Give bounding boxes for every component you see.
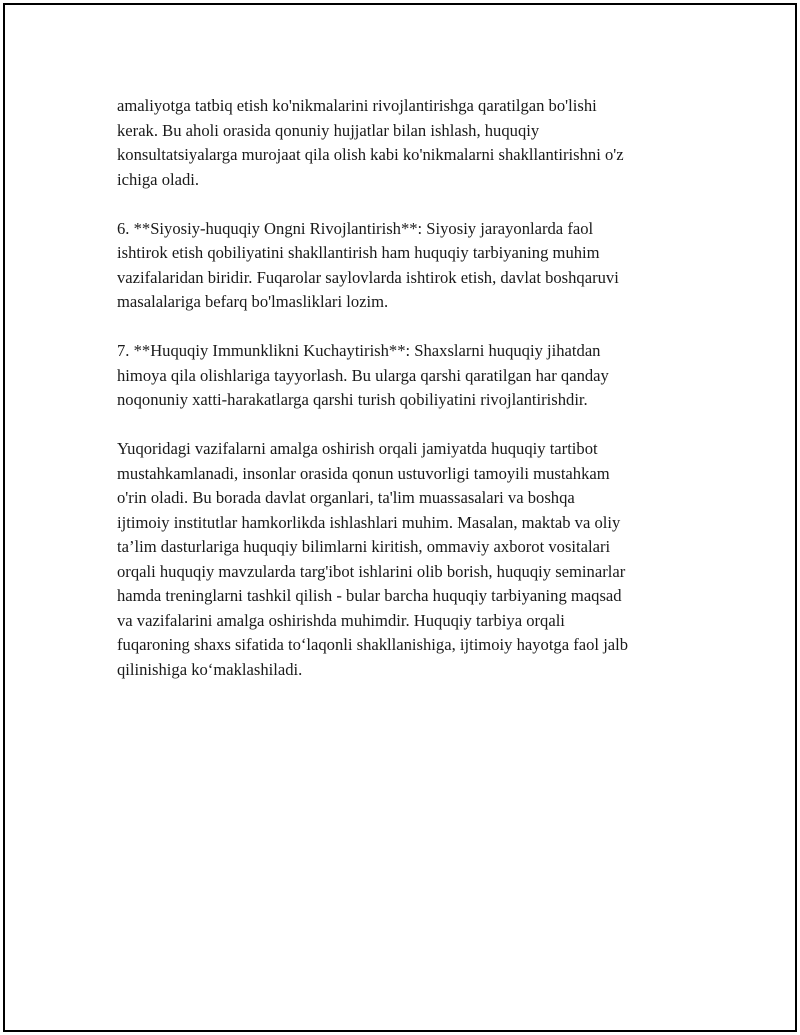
text-line: ichiga oladi.: [117, 169, 200, 189]
document-body: [117, 94, 687, 707]
text-line: va vazifalarini amalga oshirishda muhimdir. Huquqiy tarbiya orqali: [117, 610, 565, 630]
text-line: masalalariga befarq bo'lmasliklari lozim.: [117, 292, 389, 311]
text-line: kerak. Bu aholi orasida qonuniy hujjatlar bilan ishlash, huquqiy: [117, 120, 540, 140]
text-line: konsultatsiyalarga murojaat qila olish kabi ko'nikmalarni shakllantirishni o'z: [117, 145, 624, 164]
text-line: ishtirok etish qobiliyatini shakllantirish ham huquqiy tarbiyaning muhim: [117, 243, 600, 262]
text-line: himoya qila olishlariga tayyorlash. Bu ularga qarshi qaratilgan har qanday: [117, 365, 609, 385]
text-line: Yuqoridagi vazifalarni amalga oshirish orqali jamiyatda huquqiy tartibot: [117, 439, 598, 458]
text-line: vazifalaridan biridir. Fuqarolar saylovlarda ishtirok etish, davlat boshqaruvi: [117, 267, 619, 287]
text-line: o'rin oladi. Bu borada davlat organlari, ta'lim muassasalari va boshqa: [117, 488, 575, 507]
text-line: orqali huquqiy mavzularda targ'ibot ishlarini olib borish, huquqiy seminarlar: [117, 561, 626, 581]
text-line: fuqaroning shaxs sifatida to‘laqonli shakllanishiga, ijtimoiy hayotga faol jalb: [117, 635, 629, 654]
text-line: noqonuniy xatti-harakatlarga qarshi turish qobiliyatini rivojlantirishdir.: [117, 390, 588, 409]
text-line: ta’lim dasturlariga huquqiy bilimlarni kiritish, ommaviy axborot vositalari: [117, 537, 611, 556]
text-line: mustahkamlanadi, insonlar orasida qonun ustuvorligi tamoyili mustahkam: [117, 463, 610, 483]
paragraph-item-6: [117, 217, 687, 315]
paragraph-conclusion: [117, 437, 687, 682]
text-line: qilinishiga ko‘maklashiladi.: [117, 659, 303, 679]
text-line: hamda treninglarni tashkil qilish - bular barcha huquqiy tarbiyaning maqsad: [117, 586, 622, 605]
paragraph-skills: [117, 94, 687, 192]
text-line: 6. **Siyosiy-huquqiy Ongni Rivojlantirish**: Siyosiy jarayonlarda faol: [117, 218, 594, 238]
text-line: amaliyotga tatbiq etish ko'nikmalarini rivojlantirishga qaratilgan bo'lishi: [117, 96, 597, 115]
paragraph-item-7: [117, 339, 687, 413]
text-line: 7. **Huquqiy Immunklikni Kuchaytirish**: Shaxslarni huquqiy jihatdan: [117, 341, 601, 360]
text-line: ijtimoiy institutlar hamkorlikda ishlashlari muhim. Masalan, maktab va oliy: [117, 512, 621, 532]
